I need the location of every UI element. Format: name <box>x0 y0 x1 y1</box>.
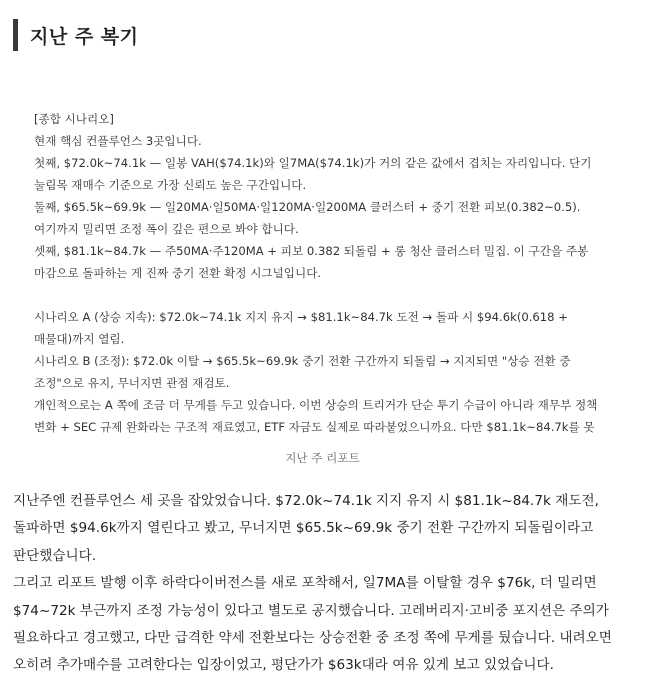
report-caption: 지난 주 리포트 <box>285 451 360 465</box>
report-line: 셋째, $81.1k~84.7k — 주50MA·주120MA + 피보 0.382 되돌림 + 롱 청산 클러스터 밀집. 이 구간을 주봉 마감으로 돌파하는 게 진짜 중기 전환 확정 시그널입니다. <box>34 244 589 280</box>
body-paragraph: 그리고 리포트 발행 이후 하락다이버전스를 새로 포착해서, 일7MA를 이탈할 경우 $76k, 더 밀리면 $74~72k 부근까지 조정 가능성이 있다고 별도로 공지했습니다. 고레버리지·고비중 포지션은 주의가 필요하다고 경고했고, 다만 급격한 약세 전환보다는 상승전환 중 조정 쪽에 무게를 뒀습니다. 내려오면 오히려 추가매수를 고려한다는 입장이었고, 평단가가 $63k대라 여유 있게 보고 있었습니다. <box>13 575 612 674</box>
report-line: [종합 시나리오] <box>34 112 114 126</box>
body-paragraph: 지난주엔 컨플루언스 세 곳을 잡았었습니다. $72.0k~74.1k 지지 유지 시 $81.1k~84.7k 재도전, 돌파하면 $94.6k까지 열린다고 봤고, 무너지면 $65.5k~69.9k 중기 전환 구간까지 되돌림이라고 판단했습니다. <box>13 493 599 564</box>
section-header <box>13 19 139 51</box>
article-body <box>13 488 643 680</box>
report-line: 첫째, $72.0k~74.1k — 일봉 VAH($74.1k)와 일7MA($74.1k)가 거의 같은 값에서 겹치는 자리입니다. 단기 눌림목 재매수 기준으로 가장 신뢰도 높은 구간입니다. <box>34 156 592 192</box>
report-line: 시나리오 B (조정): $72.0k 이탈 → $65.5k~69.9k 중기 전환 구간까지 되돌림 → 지지되면 "상승 전환 중 조정"으로 유지, 무너지면 관점 재검토. <box>34 354 571 390</box>
report-image <box>0 74 645 474</box>
report-line: 둘째, $65.5k~69.9k — 일20MA·일50MA·일120MA·일200MA 클러스터 + 중기 전환 피보(0.382~0.5). 여기까지 밀리면 조정 폭이 깊은 편으로 봐야 합니다. <box>34 200 581 236</box>
section-title: 지난 주 복기 <box>30 25 139 48</box>
report-line: 개인적으로는 A 쪽에 조금 더 무게를 두고 있습니다. 이번 상승의 트리거가 단순 투기 수급이 아니라 재무부 정책 변화 + SEC 규제 완화라는 구조적 재료였고, ETF 자금도 실제로 따라붙었으니까요. 다만 $81.1k~84.7k를 못 <box>34 398 598 434</box>
report-line: 현재 핵심 컨플루언스 3곳입니다. <box>34 134 202 148</box>
section-accent-bar <box>13 19 18 51</box>
report-spacer <box>34 284 609 306</box>
report-line: 시나리오 A (상승 지속): $72.0k~74.1k 지지 유지 → $81.1k~84.7k 도전 → 돌파 시 $94.6k(0.618 + 매물대)까지 열림. <box>34 310 568 346</box>
report-content <box>34 108 609 438</box>
